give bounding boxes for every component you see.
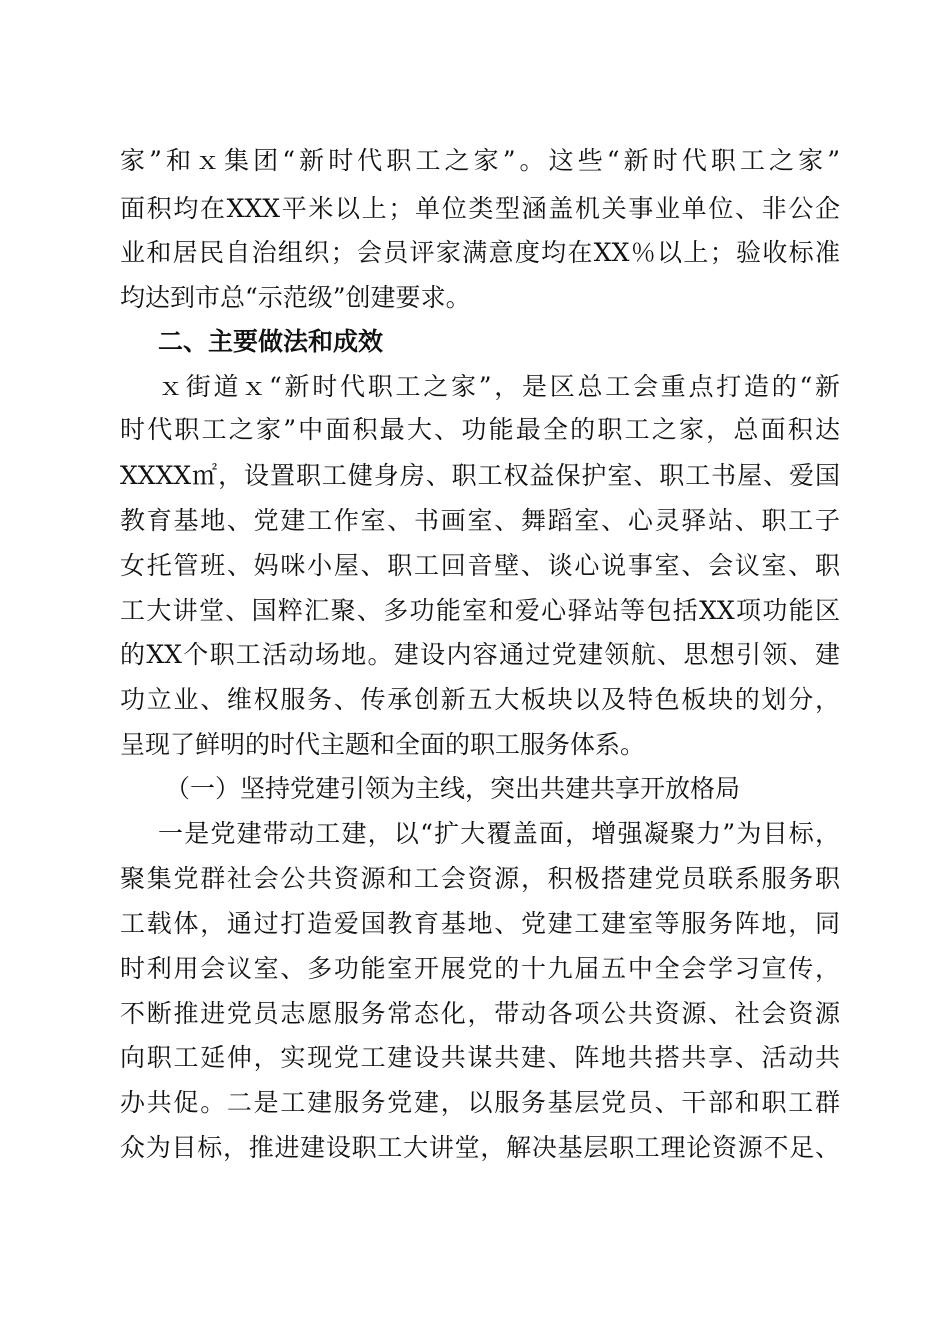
paragraph-line: 呈现了鲜明的时代主题和全面的职工服务体系。 <box>120 730 646 759</box>
paragraph-line: 功立业、维权服务、传承创新五大板块以及特色板块的划分， <box>120 685 840 714</box>
paragraph-line: 聚集党群社会公共资源和工会资源，积极搭建党员联系服务职 <box>120 864 840 893</box>
paragraph-line: 不断推进党员志愿服务常态化，带动各项公共资源、社会资源 <box>120 999 840 1028</box>
paragraph-line: 面积均在XXX平米以上；单位类型涵盖机关事业单位、非公企 <box>120 194 840 223</box>
paragraph-line: 的XX个职工活动场地。建设内容通过党建领航、思想引领、建 <box>120 640 840 669</box>
paragraph-line: 业和居民自治组织；会员评家满意度均在XX％以上；验收标准 <box>120 238 840 267</box>
paragraph-line: 女托管班、妈咪小屋、职工回音壁、谈心说事室、会议室、职 <box>120 551 840 580</box>
paragraph-line: 向职工延伸，实现党工建设共谋共建、阵地共搭共享、活动共 <box>120 1043 840 1072</box>
paragraph-line: 一是党建带动工建，以“扩大覆盖面，增强凝聚力”为目标， <box>158 819 840 848</box>
paragraph-line: 教育基地、党建工作室、书画室、舞蹈室、心灵驿站、职工子 <box>120 506 840 535</box>
paragraph-line: 均达到市总“示范级”创建要求。 <box>120 283 471 312</box>
subsection-heading: （一）坚持党建引领为主线，突出共建共享开放格局 <box>165 774 741 803</box>
paragraph-line: ｘ街道ｘ“新时代职工之家”，是区总工会重点打造的“新 <box>158 372 840 401</box>
section-heading: 二、主要做法和成效 <box>158 327 384 356</box>
paragraph-line: 时利用会议室、多功能室开展党的十九届五中全会学习宣传， <box>120 954 840 983</box>
paragraph-line: 众为目标，推进建设职工大讲堂，解决基层职工理论资源不足、 <box>120 1133 840 1162</box>
paragraph-line: 家”和ｘ集团“新时代职工之家”。这些“新时代职工之家” <box>120 146 840 175</box>
paragraph-line: 工载体，通过打造爱国教育基地、党建工建室等服务阵地，同 <box>120 909 840 938</box>
paragraph-line: 办共促。二是工建服务党建，以服务基层党员、干部和职工群 <box>120 1088 840 1117</box>
paragraph-line: XXXX㎡，设置职工健身房、职工权益保护室、职工书屋、爱国 <box>120 461 840 490</box>
paragraph-line: 时代职工之家”中面积最大、功能最全的职工之家，总面积达 <box>120 415 840 444</box>
paragraph-line: 工大讲堂、国粹汇聚、多功能室和爱心驿站等包括XX项功能区 <box>120 596 840 625</box>
